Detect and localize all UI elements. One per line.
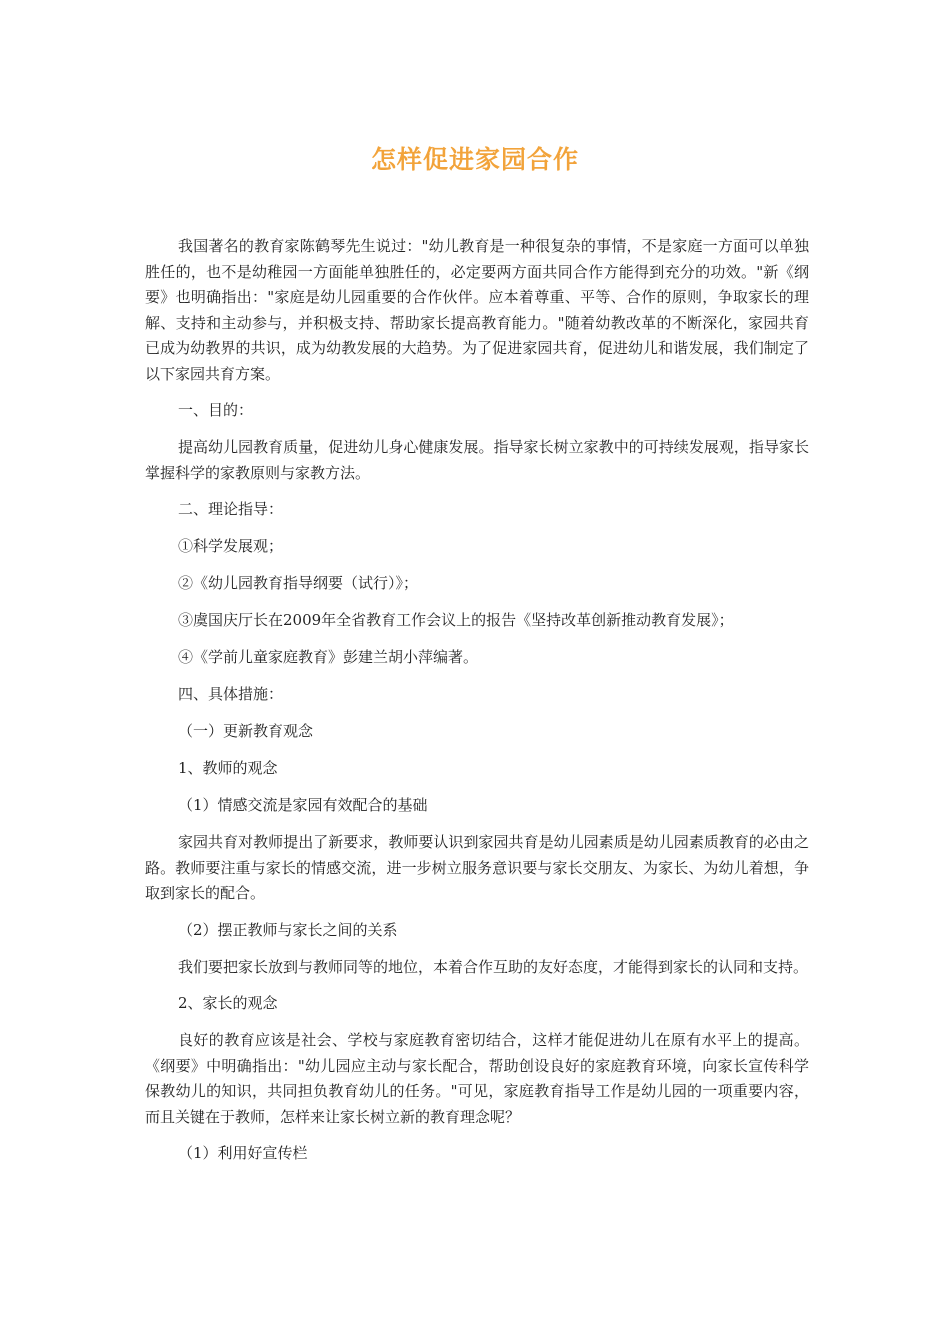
paragraph-emotion: 家园共育对教师提出了新要求，教师要认识到家园共育是幼儿园素质是幼儿园素质教育的必由之路。教师要注重与家长的情感交流，进一步树立服务意识要与家长交朋友、为家长、为幼儿着想，争取到家长的配合。 (145, 833, 809, 902)
subsection-heading-teacher: 1、教师的观念 (178, 759, 278, 777)
point-heading-emotion: （1）情感交流是家园有效配合的基础 (178, 796, 428, 814)
paragraph-purpose: 提高幼儿园教育质量，促进幼儿身心健康发展。指导家长树立家教中的可持续发展观，指导家长掌握科学的家教原则与家教方法。 (145, 438, 809, 482)
list-item-theory-2: ②《幼儿园教育指导纲要（试行）》； (178, 574, 419, 592)
point-heading-relation: （2）摆正教师与家长之间的关系 (178, 920, 398, 939)
document-body (145, 234, 809, 1178)
point-heading-bulletin: （1）利用好宣传栏 (178, 1144, 308, 1162)
subsection-heading-parent: 2、家长的观念 (178, 994, 278, 1012)
list-item-theory-1: ①科学发展观； (178, 537, 284, 555)
section-heading-measures: 四、具体措施： (178, 685, 284, 703)
paragraph-relation: 我们要把家长放到与教师同等的地位，本着合作互助的友好态度，才能得到家长的认同和支持。 (178, 957, 809, 976)
list-item-theory-3: ③虞国庆厅长在2009年全省教育工作会议上的报告《坚持改革创新推动教育发展》； (178, 611, 734, 629)
document-title: 怎样促进家园合作 (370, 145, 579, 174)
list-item-theory-4: ④《学前儿童家庭教育》彭建兰胡小萍编著。 (178, 648, 479, 666)
subsection-heading-concepts: （一）更新教育观念 (178, 722, 314, 740)
section-heading-theory: 二、理论指导： (178, 500, 284, 518)
section-heading-purpose: 一、目的： (178, 401, 254, 419)
paragraph-parent: 良好的教育应该是社会、学校与家庭教育密切结合，这样才能促进幼儿在原有水平上的提高。《纲要》中明确指出："幼儿园应主动与家长配合，帮助创设良好的家庭教育环境，向家长宣传科学保教幼儿的知识，共同担负教育幼儿的任务。"可见，家庭教育指导工作是幼儿园的一项重要内容，而且关键在于教师，怎样来让家长树立新的教育理念呢？ (145, 1031, 809, 1126)
paragraph-intro: 我国著名的教育家陈鹤琴先生说过："幼儿教育是一种很复杂的事情，不是家庭一方面可以单独胜任的，也不是幼稚园一方面能单独胜任的，必定要两方面共同合作方能得到充分的功效。"新《纲要》也明确指出："家庭是幼儿园重要的合作伙伴。应本着尊重、平等、合作的原则，争取家长的理解、支持和主动参与，并积极支持、帮助家长提高教育能力。"随着幼教改革的不断深化，家园共育已成为幼教界的共识，成为幼教发展的大趋势。为了促进家园共育，促进幼儿和谐发展，我们制定了以下家园共育方案。 (145, 237, 809, 383)
